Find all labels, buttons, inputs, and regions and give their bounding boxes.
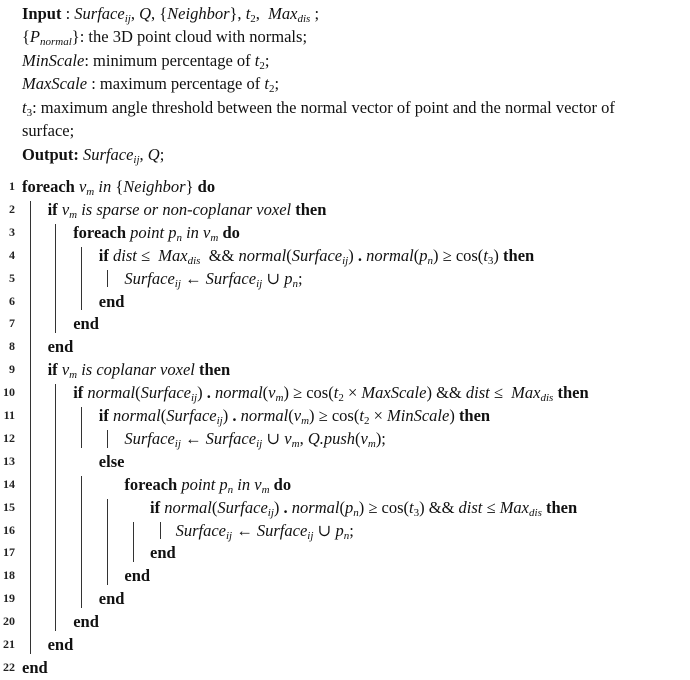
line-number: 17: [3, 545, 15, 560]
indent-guide: [107, 499, 108, 586]
t3-line-cont: surface;: [22, 121, 75, 140]
algorithm-line: Surface$_{ij}$ ← Surface$_{ij}$ ∪ $v_m$, $Q.push(v_m)$;: [124, 428, 386, 450]
t3-line: $t_3$: maximum angle threshold between the normal vector of point and the normal vector of: [22, 98, 615, 119]
line-number: 3: [9, 224, 15, 239]
algorithm-line: foreach point $p_n$ in $v_m$ do: [124, 474, 292, 496]
algorithm-line: end: [98, 589, 125, 609]
output-value: Surface$_{ij}$, Q;: [82, 145, 165, 166]
indent-guide: [81, 476, 82, 608]
algorithm-line: if $v_m$ is coplanar voxel then: [47, 360, 231, 382]
algorithm-line: end: [47, 635, 74, 654]
algorithm-line: end: [98, 291, 125, 311]
line-number: 4: [9, 247, 15, 262]
algorithm-line: end: [47, 337, 74, 357]
line-number: 6: [9, 293, 15, 308]
line-number: 21: [3, 637, 15, 651]
algorithm-line: Surface$_{ij}$ ← Surface$_{ij}$ ∪ $p_n$;: [175, 520, 354, 542]
input-label: Input: [22, 4, 62, 23]
line-number: 16: [3, 522, 15, 537]
line-number: 11: [3, 408, 15, 422]
line-number: 22: [3, 659, 15, 674]
indent-guide: [81, 407, 82, 448]
input-line: [22, 2, 319, 25]
input-sep: :: [61, 4, 75, 23]
line-number: 10: [3, 385, 15, 400]
algorithm-line: foreach point $p_n$ in $v_m$ do: [73, 222, 240, 244]
indent-guide: [160, 522, 161, 540]
line-number: 15: [3, 499, 15, 514]
algorithm-line: if normal(Surface$_{ij}$) . $normal(v_m) \ge \cos(t_2$ × MinScale) then: [98, 406, 491, 427]
indent-guide: [81, 247, 82, 311]
output-line: [22, 143, 164, 166]
output-label: Output:: [22, 145, 79, 164]
line-number: 8: [9, 339, 15, 354]
algorithm-line: if normal(Surface$_{ij}$) . $normal(p_n) \ge \cos(t_3)$ && dist ≤ Max$_{dis}$ then: [150, 497, 578, 519]
algorithm-line: if $v_m$ is sparse or non-coplanar voxel then: [47, 199, 327, 221]
indent-guide: [55, 224, 56, 334]
minscale-line: MinScale: minimum percentage of $t_2$;: [22, 51, 270, 72]
algorithm-line: end: [22, 657, 48, 677]
algorithm-line: if dist ≤ Max$_{dis}$ && normal(Surface$_{ij}$) . $normal(p_n) \ge \cos(t_3)$ then: [98, 245, 535, 267]
algorithm-line: end: [73, 612, 99, 632]
line-number: 20: [3, 614, 15, 629]
algorithm-line: Surface$_{ij}$ ← Surface$_{ij}$ ∪ $p_n$;: [124, 268, 303, 290]
indent-guide: [55, 384, 56, 631]
pnormal-line: $\{P_{normal}\}$: the 3D point cloud with normals;: [22, 27, 308, 48]
indent-guide: [107, 270, 108, 288]
algorithm-line: end: [73, 314, 99, 334]
line-number: 7: [9, 316, 15, 331]
line-number: 5: [9, 270, 15, 285]
indent-guide: [30, 201, 31, 654]
algorithm-line: else: [98, 451, 125, 471]
line-number: 1: [9, 179, 15, 193]
algorithm-line: end: [150, 543, 176, 563]
input-value: Surface$_{ij}$, Q, {Neighbor}, $t_2$, Max$_{dis}$ ;: [74, 4, 320, 25]
line-number: 13: [3, 453, 15, 468]
maxscale-line: MaxScale : maximum percentage of $t_2$;: [22, 74, 280, 95]
line-number: 12: [3, 430, 15, 445]
algorithm-line: if normal(Surface$_{ij}$) . $normal(v_m) \ge \cos(t_2$ × MaxScale) && dist ≤ Max$_{dis}$ then: [73, 383, 589, 405]
line-number: 18: [3, 568, 15, 583]
line-number: 2: [9, 201, 15, 216]
line-number: 9: [9, 362, 15, 377]
indent-guide: [107, 430, 108, 448]
line-number: 19: [3, 591, 15, 606]
line-number: 14: [3, 476, 15, 491]
indent-guide: [133, 522, 134, 563]
algorithm-line: foreach $v_m$ in {Neighbor} do: [22, 177, 216, 198]
algorithm-line: end: [124, 566, 151, 586]
